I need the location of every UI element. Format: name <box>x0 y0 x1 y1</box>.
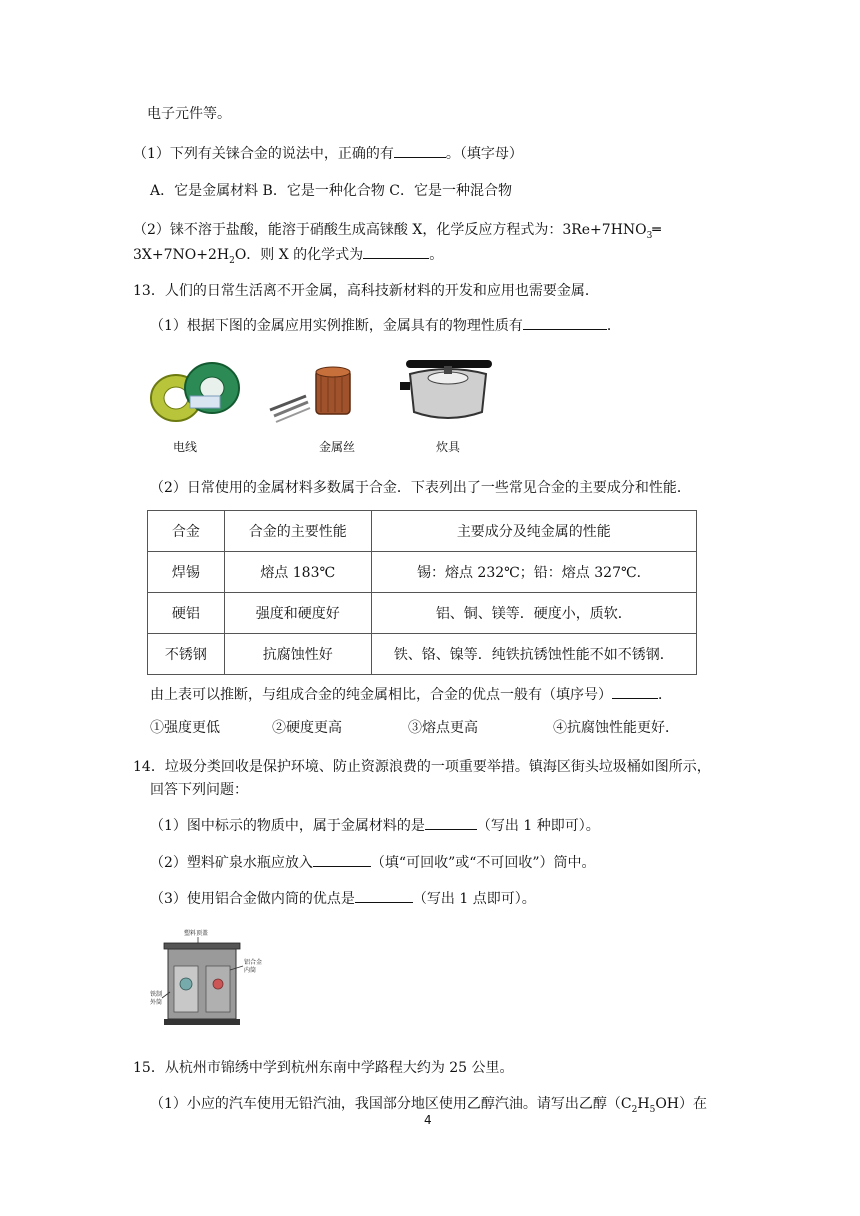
answer-blank[interactable] <box>523 315 607 330</box>
table-header-row <box>148 511 697 552</box>
question-14-part-2 <box>150 852 596 873</box>
q14-1-text: （1）图中标示的物质中，属于金属材料的是 <box>150 818 425 834</box>
table-header: 合金 <box>148 511 225 552</box>
answer-blank[interactable] <box>363 244 429 259</box>
page-number: 4 <box>424 1113 432 1127</box>
question-15: 15．从杭州市锦绣中学到杭州东南中学路程大约为 25 公里。 <box>133 1060 514 1076</box>
cooker-caption: 炊具 <box>436 440 461 454</box>
q12-2b-tail: 。 <box>429 247 444 263</box>
answer-blank[interactable] <box>313 852 371 867</box>
bin-label-right-2: 内筒 <box>244 967 257 974</box>
q13-option-3: ③熔点更高 <box>408 720 478 736</box>
bin-label-left-2: 外筒 <box>150 999 163 1006</box>
q15-1-a: （1）小应的汽车使用无铅汽油，我国部分地区使用乙醇汽油。请写出乙醇（C <box>150 1096 632 1112</box>
wire-caption: 电线 <box>173 440 198 454</box>
q13-3-tail: ． <box>658 687 672 703</box>
question-13-part-3 <box>150 684 672 705</box>
q14-1-tail: （写出 1 种即可）。 <box>476 818 600 834</box>
subscript: 3 <box>646 230 653 241</box>
q13-1-tail: ． <box>606 318 621 334</box>
q12-2b-a: 3X+7NO+2H <box>133 247 230 263</box>
metal-wire-caption: 金属丝 <box>319 440 356 454</box>
q14-3-text: （3）使用铝合金做内筒的优点是 <box>150 891 355 907</box>
q12-1-text: （1）下列有关铼合金的说法中，正确的有 <box>133 146 394 162</box>
q13-option-1: ①强度更低 <box>150 720 220 736</box>
q13-3-text: 由上表可以推断，与组成合金的纯金属相比，合金的优点一般有（填序号） <box>150 687 612 703</box>
question-12-part-2 <box>133 220 661 246</box>
table-header: 合金的主要性能 <box>224 511 371 552</box>
bin-label-right-1: 铝合金 <box>244 959 263 966</box>
question-12-part-1 <box>133 143 523 164</box>
paragraph-continuation: 电子元件等。 <box>147 106 231 122</box>
equals-sign: ═ <box>652 222 661 238</box>
q14-3-tail: （写出 1 点即可）。 <box>412 891 536 907</box>
bin-label-left-1: 铁制 <box>150 991 163 998</box>
table-cell: 硬铝 <box>148 593 225 634</box>
table-header: 主要成分及纯金属的性能 <box>371 511 696 552</box>
question-14-cont: 回答下列问题： <box>150 782 248 798</box>
q15-1-c: OH）在 <box>655 1096 707 1112</box>
table-cell: 铁、铬、镍等．纯铁抗锈蚀性能不如不锈钢． <box>371 634 696 675</box>
table-cell: 强度和硬度好 <box>224 593 371 634</box>
q15-1-b: H <box>637 1096 650 1112</box>
q12-2-text: （2）铼不溶于盐酸，能溶于硝酸生成高铼酸 X，化学反应方程式为：3Re+7HNO <box>133 222 647 238</box>
bin-label-top: 塑料顶盖 <box>184 930 209 937</box>
subscript: 2 <box>631 1104 638 1115</box>
question-14-part-3 <box>150 888 536 909</box>
table-cell: 焊锡 <box>148 552 225 593</box>
question-13-part-2: （2）日常使用的金属材料多数属于合金．下表列出了一些常见合金的主要成分和性能． <box>150 480 691 496</box>
table-cell: 抗腐蚀性好 <box>224 634 371 675</box>
subscript: 5 <box>649 1104 656 1115</box>
answer-blank[interactable] <box>425 815 477 830</box>
answer-blank[interactable] <box>612 684 658 699</box>
q14-2-tail: （填“可回收”或“不可回收”）筒中。 <box>370 855 596 871</box>
alloy-table <box>147 510 697 675</box>
table-cell: 铝、铜、镁等．硬度小，质软． <box>371 593 696 634</box>
wire-coils-image <box>148 358 244 424</box>
q13-option-4: ④抗腐蚀性能更好． <box>553 720 679 736</box>
q12-2b-b: O．则 X 的化学式为 <box>234 247 364 263</box>
answer-blank[interactable] <box>394 143 446 158</box>
q14-2-text: （2）塑料矿泉水瓶应放入 <box>150 855 313 871</box>
metal-wire-image <box>268 366 358 426</box>
answer-blank[interactable] <box>355 888 413 903</box>
q13-1-text: （1）根据下图的金属应用实例推断，金属具有的物理性质有 <box>150 318 523 334</box>
table-cell: 锡：熔点 232℃；铅：熔点 327℃． <box>371 552 696 593</box>
table-cell: 熔点 183℃ <box>224 552 371 593</box>
question-14-part-1 <box>150 815 600 836</box>
trash-bin-image <box>150 926 270 1030</box>
question-13-part-1 <box>150 315 621 336</box>
question-13: 13．人们的日常生活离不开金属，高科技新材料的开发和应用也需要金属． <box>133 283 599 299</box>
question-12-part-2-cont <box>133 244 443 271</box>
subscript: 2 <box>229 255 235 266</box>
question-12-options: A．它是金属材料 B．它是一种化合物 C．它是一种混合物 <box>150 183 513 199</box>
table-cell: 不锈钢 <box>148 634 225 675</box>
q12-1-tail: 。（填字母） <box>445 146 523 162</box>
q13-option-2: ②硬度更高 <box>272 720 342 736</box>
question-14: 14．垃圾分类回收是保护环境、防止资源浪费的一项重要举措。镇海区街头垃圾桶如图所示， <box>133 759 711 775</box>
table-row <box>148 593 697 634</box>
table-row <box>148 634 697 675</box>
cooker-image <box>398 356 498 428</box>
table-row <box>148 552 697 593</box>
